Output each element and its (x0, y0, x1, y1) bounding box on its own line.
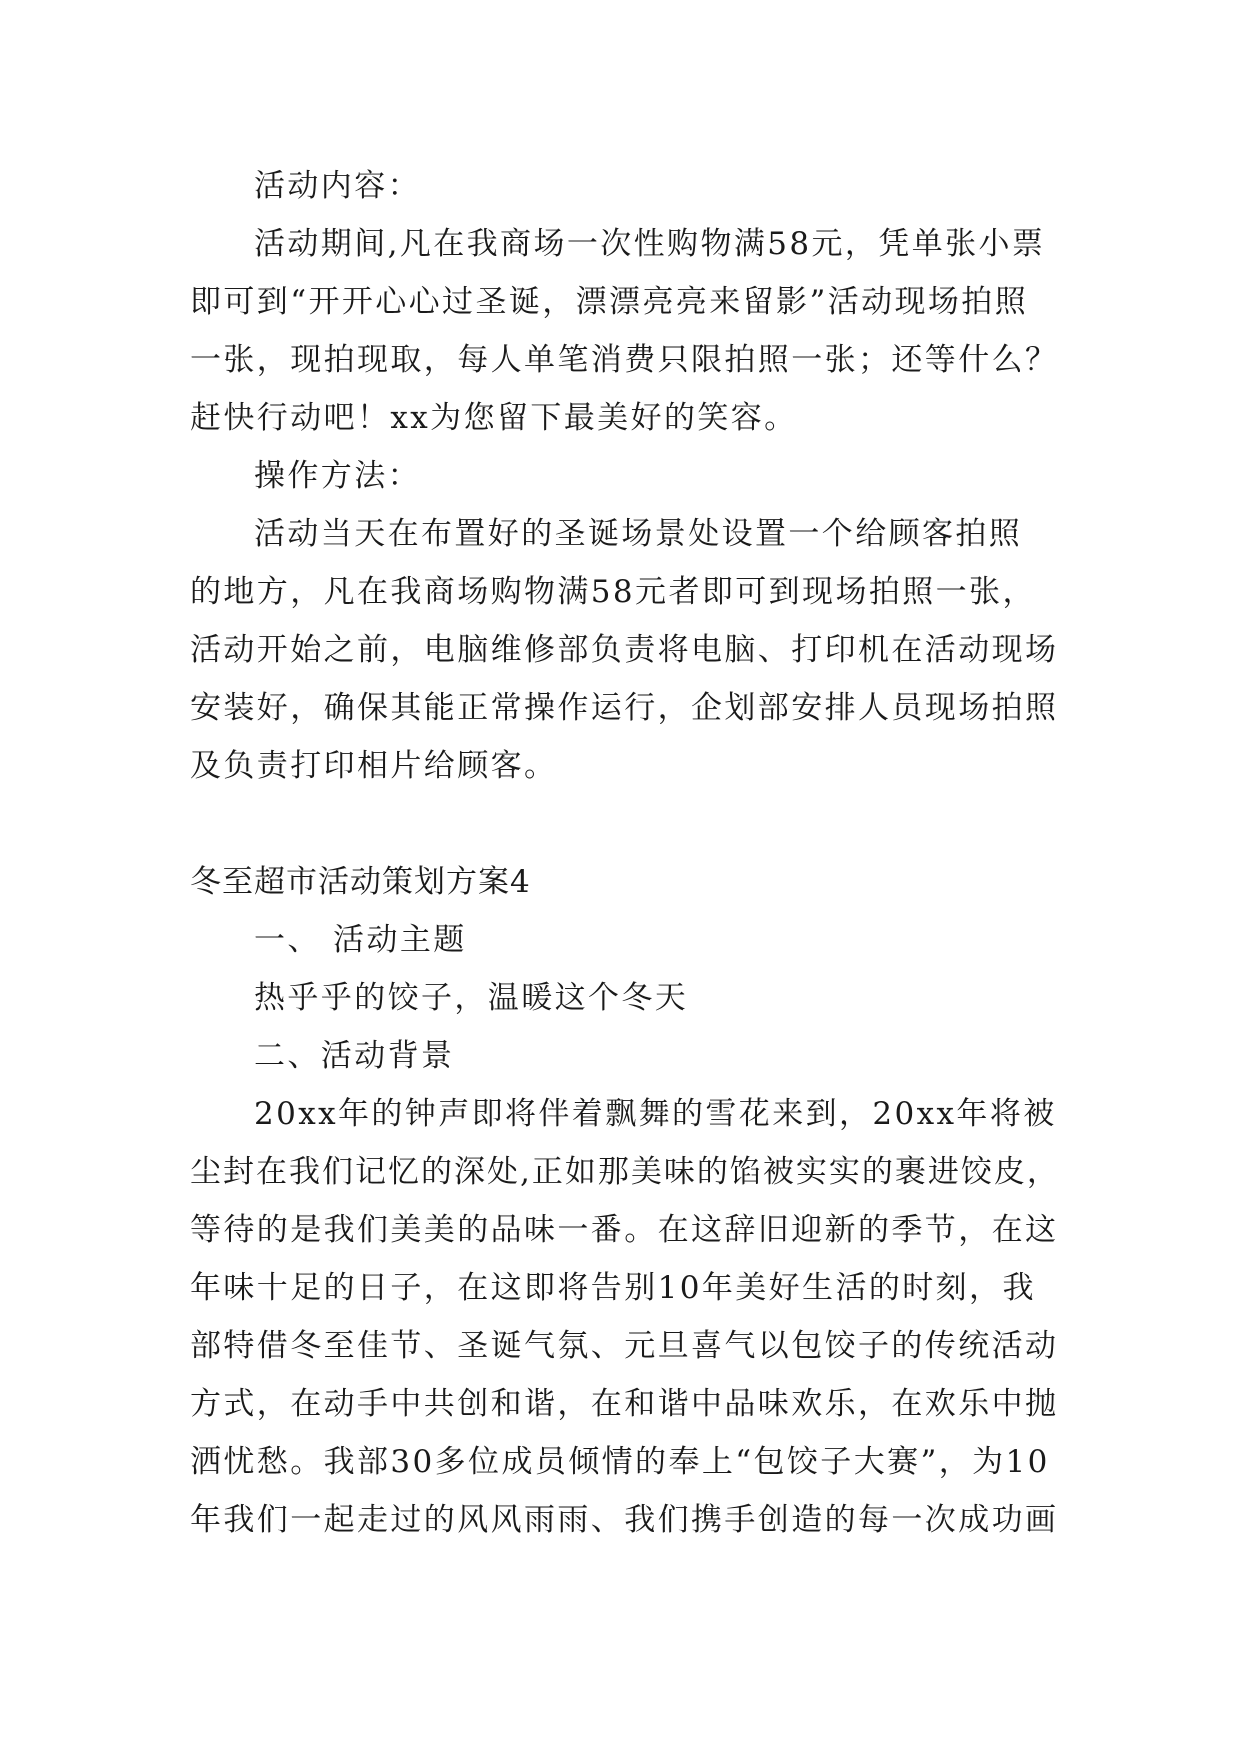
paragraph-line: 赶快行动吧！xx为您留下最美好的笑容。 (190, 400, 798, 436)
heading-activity-content: 活动内容： (254, 168, 421, 204)
paragraph-line: 尘封在我们记忆的深处,正如那美味的馅被实实的裹进饺皮， (190, 1154, 1060, 1190)
paragraph-line: 的地方，凡在我商场购物满58元者即可到现场拍照一张， (190, 574, 1036, 610)
paragraph-line: 方式，在动手中共创和谐，在和谐中品味欢乐，在欢乐中抛 (190, 1386, 1059, 1422)
paragraph-line: 安装好，确保其能正常操作运行，企划部安排人员现场拍照 (190, 690, 1059, 726)
paragraph-line: 部特借冬至佳节、圣诞气氛、元旦喜气以包饺子的传统活动 (190, 1328, 1059, 1364)
paragraph-line: 活动期间,凡在我商场一次性购物满58元，凭单张小票 (254, 226, 1046, 262)
paragraph-line: 洒忧愁。我部30多位成员倾情的奉上“包饺子大赛”，为10 (190, 1444, 1050, 1480)
paragraph-line: 活动当天在布置好的圣诞场景处设置一个给顾客拍照 (254, 516, 1023, 552)
paragraph-line: 20xx年的钟声即将伴着飘舞的雪花来到，20xx年将被 (254, 1096, 1057, 1132)
paragraph-line: 即可到“开开心心过圣诞，漂漂亮亮来留影”活动现场拍照 (190, 284, 1029, 320)
section-title: 冬至超市活动策划方案4 (190, 864, 531, 900)
paragraph-line: 活动开始之前，电脑维修部负责将电脑、打印机在活动现场 (190, 632, 1059, 668)
paragraph-line: 等待的是我们美美的品味一番。在这辞旧迎新的季节，在这 (190, 1212, 1059, 1248)
paragraph-line: 年我们一起走过的风风雨雨、我们携手创造的每一次成功画 (190, 1502, 1059, 1538)
paragraph-line: 年味十足的日子，在这即将告别10年美好生活的时刻，我 (190, 1270, 1036, 1306)
paragraph-line: 热乎乎的饺子，温暖这个冬天 (254, 980, 689, 1016)
heading-operation-method: 操作方法： (254, 458, 421, 494)
paragraph-line: 一张，现拍现取，每人单笔消费只限拍照一张；还等什么？ (190, 342, 1059, 378)
paragraph-line: 及负责打印相片给顾客。 (190, 748, 558, 784)
heading-activity-theme: 一、 活动主题 (254, 922, 467, 958)
heading-activity-background: 二、活动背景 (254, 1038, 455, 1074)
